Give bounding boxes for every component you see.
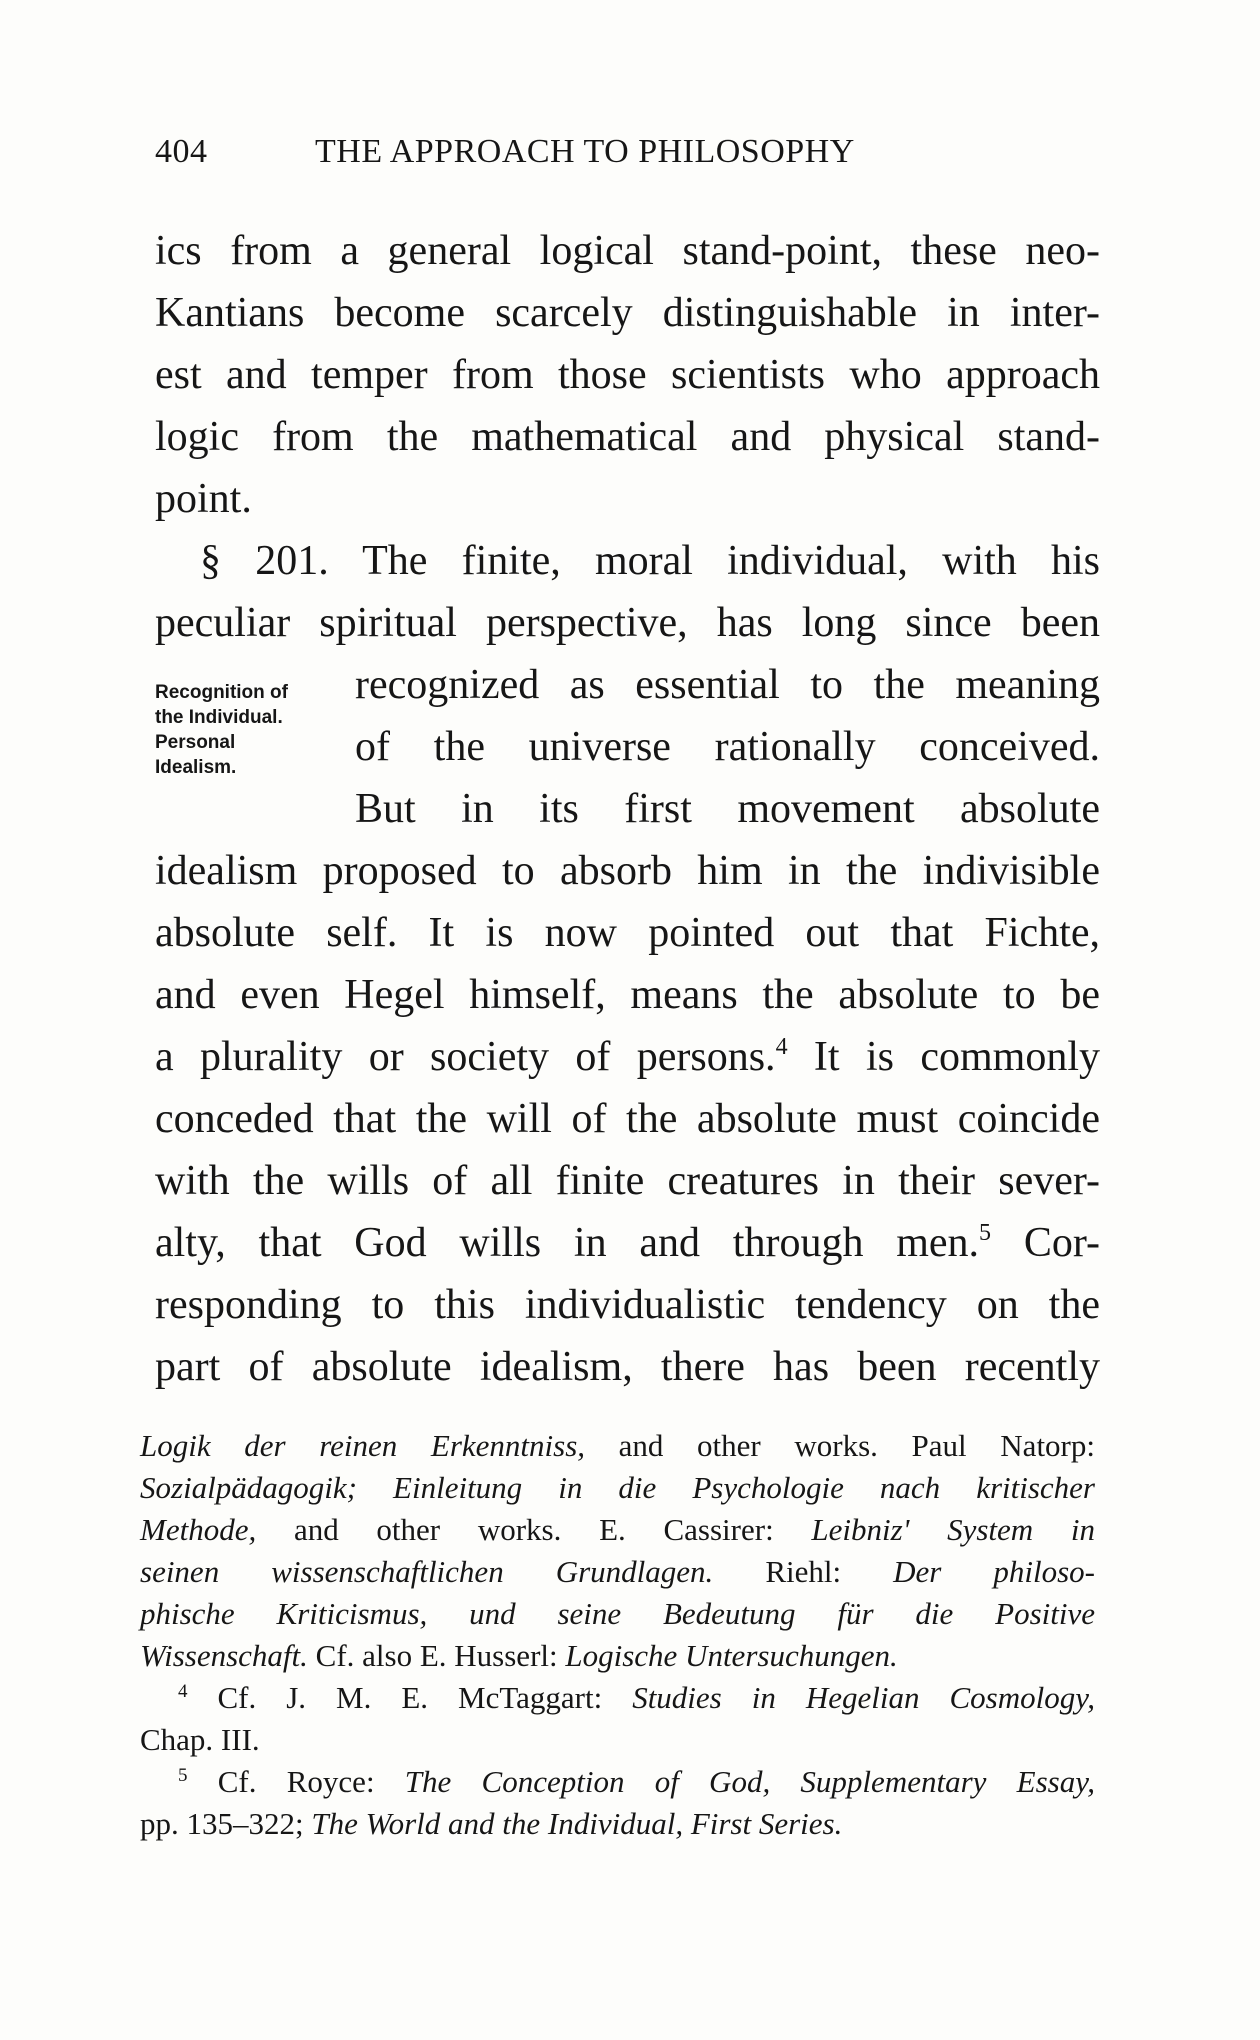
running-head [155,133,955,171]
body-text-top [155,220,1100,654]
page-number: 404 [155,133,208,170]
footnote-text: and other works. Paul Natorp: [585,1428,1095,1463]
marginal-line: Personal [155,732,236,753]
marginal-line: the Individual. [155,707,283,728]
footnote-marker-4: 4 [178,1681,188,1702]
body-text: alty, that God wills in and through men. [155,1220,980,1266]
body-line: with the wills of all finite creatures in their sever- [155,1158,1100,1204]
footnote-text: pp. 135–322; [140,1806,312,1841]
body-line: responding to this individualistic tendency on the [155,1282,1100,1328]
body-line: peculiar spiritual perspective, has long since been [155,600,1100,646]
footnote-italic: seinen wissenschaftlichen Grundlagen. [140,1554,714,1589]
footnote-italic: Logische Untersuchungen. [565,1638,898,1673]
body-line: ics from a general logical stand-point, these neo- [155,228,1100,274]
body-line: recognized as essential to the meaning [355,662,1100,708]
footnote-text: Riehl: [713,1554,894,1589]
body-line: part of absolute idealism, there has been recently [155,1344,1100,1390]
body-line: point. [155,476,252,522]
body-text-bottom [155,840,1100,1398]
body-line: But in its first movement absolute [355,786,1100,832]
footnote-text: Cf. J. M. E. McTaggart: [217,1680,633,1715]
footnote-text: Cf. also E. Husserl: [307,1638,566,1673]
footnote-ref-4: 4 [775,1034,788,1060]
footnote-italic: Der philoso- [893,1554,1095,1589]
footnote-line [140,1803,1095,1845]
running-title: THE APPROACH TO PHILOSOPHY [315,133,855,170]
footnote-italic: The Conception of God, Supplementary Essay, [404,1764,1095,1799]
footnote-line: Chap. III. [140,1722,260,1757]
footnote-line [140,1509,1095,1551]
section-201-start: § 201. The finite, moral individual, with his [200,538,1100,584]
body-line: logic from the mathematical and physical stand- [155,414,1100,460]
footnote-line [140,1467,1095,1509]
body-text-beside-note [355,654,1100,840]
marginal-note [155,680,355,780]
footnotes [140,1425,1095,1845]
footnote-text: Cf. Royce: [217,1764,405,1799]
footnote-italic: Methode, [140,1512,257,1547]
footnote-line [140,1593,1095,1635]
footnote-line [140,1551,1095,1593]
body-line: and even Hegel himself, means the absolute to be [155,972,1100,1018]
body-line: est and temper from those scientists who approach [155,352,1100,398]
body-text: It is commonly [787,1034,1100,1080]
body-line: idealism proposed to absorb him in the indivisible [155,848,1100,894]
body-line [155,1212,1100,1274]
footnote-marker-5: 5 [178,1765,188,1786]
marginal-line: Idealism. [155,757,237,778]
footnote-5 [140,1761,1095,1803]
footnote-italic: Sozialpädagogik; Einleitung in die Psychologie nach kritischer [140,1470,1095,1505]
body-text: a plurality or society of persons. [155,1034,776,1080]
body-line: conceded that the will of the absolute must coincide [155,1096,1100,1142]
body-line: of the universe rationally conceived. [355,724,1100,770]
body-line: absolute self. It is now pointed out that Fichte, [155,910,1100,956]
footnote-italic: Studies in Hegelian Cosmology, [632,1680,1095,1715]
footnote-italic: phische Kriticismus, und seine Bedeutung für die Positive [140,1596,1095,1631]
footnote-line [140,1425,1095,1467]
footnote-italic: Wissenschaft. [140,1638,308,1673]
body-text: Cor- [991,1220,1100,1266]
footnote-italic: Leibniz' System in [811,1512,1095,1547]
footnote-italic: The World and the Individual, First Series. [311,1806,843,1841]
footnote-line [140,1635,1095,1677]
footnote-text: and other works. E. Cassirer: [256,1512,812,1547]
footnote-ref-5: 5 [979,1220,992,1246]
body-line: Kantians become scarcely distinguishable in inter- [155,290,1100,336]
marginal-line: Recognition of [155,682,288,703]
body-line [155,1026,1100,1088]
footnote-4 [140,1677,1095,1719]
footnote-italic: Logik der reinen Erkenntniss, [140,1428,586,1463]
